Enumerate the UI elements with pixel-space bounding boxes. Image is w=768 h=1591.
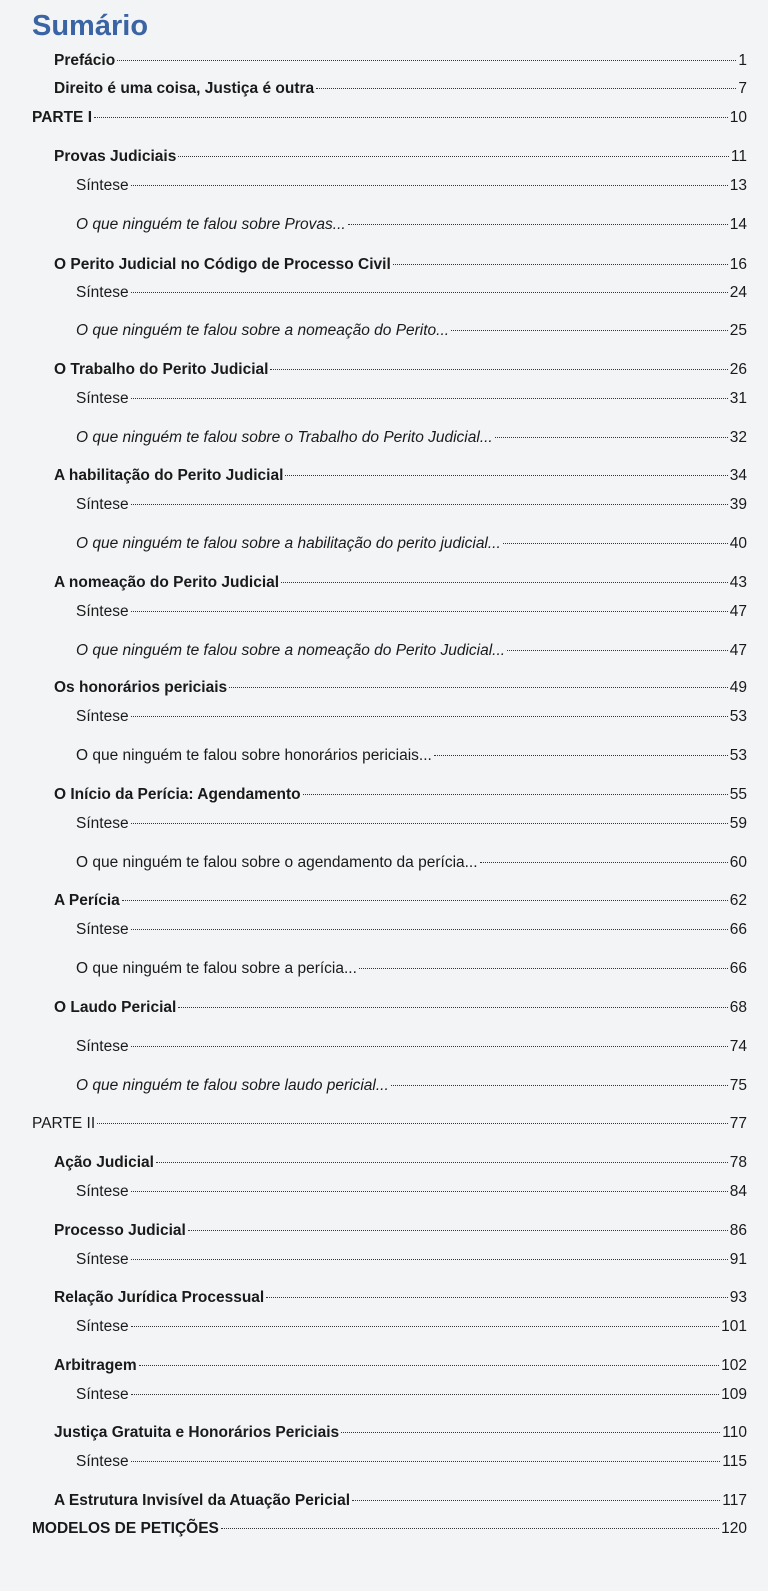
toc-entry[interactable] [54,1490,747,1512]
toc-entry-label: Provas Judiciais [54,148,177,165]
toc-entry[interactable] [76,706,747,728]
dot-leader [131,1259,728,1260]
toc-entry-page-number: 1 [738,52,747,69]
toc-entry-page-number: 120 [721,1520,747,1537]
toc-entry[interactable] [54,254,747,276]
dot-leader [131,1394,720,1395]
toc-entry-label: Relação Jurídica Processual [54,1289,265,1306]
toc-entry[interactable] [54,1422,747,1444]
toc-entry-label: O Perito Judicial no Código de Processo Civil [54,256,391,273]
dot-leader [131,292,728,293]
toc-entry-page-number: 40 [729,535,747,552]
dot-leader [229,687,728,688]
toc-entry-label: O que ninguém te falou sobre laudo pericial... [76,1077,389,1094]
toc-entry[interactable] [76,919,747,941]
toc-entry-label: O que ninguém te falou sobre Provas... [76,216,346,233]
toc-entry[interactable] [54,1287,747,1309]
dot-leader [131,398,728,399]
dot-leader [178,156,729,157]
toc-entry[interactable] [76,175,747,197]
toc-entry[interactable] [76,494,747,516]
toc-entry-page-number: 74 [729,1038,747,1055]
dot-leader [281,582,728,583]
toc-entry-label: Síntese [76,496,129,513]
dot-leader [131,929,728,930]
toc-entry[interactable] [54,890,747,912]
toc-entry-label: Arbitragem [54,1357,137,1374]
toc-entry-page-number: 47 [729,603,747,620]
toc-entry-label: Os honorários periciais [54,679,228,696]
dot-leader [480,862,728,863]
toc-entry-label: O que ninguém te falou sobre a habilitação do perito judicial... [76,535,501,552]
toc-entry-page-number: 53 [729,747,747,764]
toc-entry-page-number: 66 [729,960,747,977]
dot-leader [391,1085,728,1086]
toc-entry-page-number: 53 [729,708,747,725]
dot-leader [156,1162,728,1163]
toc-entry-label: Síntese [76,921,129,938]
toc-entry[interactable] [76,1316,747,1338]
toc-entry-label: Prefácio [54,52,116,69]
toc-entry-page-number: 24 [729,284,747,301]
dot-leader [117,60,736,61]
dot-leader [221,1528,719,1529]
toc-entry[interactable] [32,1518,747,1540]
toc-entry[interactable] [76,533,747,555]
toc-entry-page-number: 32 [729,429,747,446]
toc-entry[interactable] [54,146,747,168]
toc-entry[interactable] [76,813,747,835]
dot-leader [122,900,728,901]
dot-leader [341,1432,720,1433]
toc-entry[interactable] [76,388,747,410]
toc-entry-label: Justiça Gratuita e Honorários Periciais [54,1424,340,1441]
toc-entry-page-number: 55 [729,786,747,803]
toc-entry-page-number: 16 [729,256,747,273]
dot-leader [503,543,728,544]
toc-entry-label: O Laudo Pericial [54,999,177,1016]
dot-leader [507,650,728,651]
toc-entry-label: Síntese [76,815,129,832]
dot-leader [434,755,728,756]
toc-entry[interactable] [76,601,747,623]
toc-entry-page-number: 43 [729,574,747,591]
toc-entry-label: O Início da Perícia: Agendamento [54,786,301,803]
toc-entry-label: Síntese [76,1251,129,1268]
toc-entry-label: PARTE I [32,109,92,126]
dot-leader [495,437,728,438]
toc-entry-page-number: 14 [729,216,747,233]
toc-entry-label: O Trabalho do Perito Judicial [54,361,269,378]
toc-entry-label: PARTE II [32,1115,96,1132]
dot-leader [131,1191,728,1192]
toc-entry-page-number: 77 [729,1115,747,1132]
toc-entry-label: Síntese [76,1453,129,1470]
dot-leader [131,1461,721,1462]
toc-entry-label: A Perícia [54,892,120,909]
toc-entry[interactable] [54,572,747,594]
toc-entry-page-number: 49 [729,679,747,696]
dot-leader [285,475,727,476]
toc-entry-label: Síntese [76,177,129,194]
toc-entry-page-number: 101 [721,1318,747,1335]
toc-entry-page-number: 34 [729,467,747,484]
dot-leader [131,611,728,612]
toc-entry[interactable] [76,1075,747,1097]
dot-leader [131,504,728,505]
toc-entry-label: Processo Judicial [54,1222,186,1239]
toc-entry-label: Direito é uma coisa, Justiça é outra [54,80,315,97]
toc-entry[interactable] [76,1384,747,1406]
toc-entry-label: Síntese [76,708,129,725]
dot-leader [131,1046,728,1047]
toc-entry[interactable] [76,1451,747,1473]
toc-entry-label: Síntese [76,1386,129,1403]
toc-entry-page-number: 84 [729,1183,747,1200]
toc-entry[interactable] [76,214,747,236]
toc-entry[interactable] [32,1113,747,1135]
dot-leader [139,1365,719,1366]
toc-entry[interactable] [54,784,747,806]
dot-leader [97,1123,728,1124]
toc-entry-label: O que ninguém te falou sobre a perícia... [76,960,357,977]
toc-entry-label: A nomeação do Perito Judicial [54,574,280,591]
toc-entry[interactable] [54,78,747,100]
dot-leader [348,224,728,225]
toc-entry-page-number: 7 [738,80,747,97]
toc-entry-page-number: 109 [721,1386,747,1403]
dot-leader [270,369,727,370]
toc-entry-page-number: 60 [729,854,747,871]
toc-entry-label: Síntese [76,390,129,407]
toc-entry-label: O que ninguém te falou sobre a nomeação do Perito... [76,322,450,339]
toc-entry-label: MODELOS DE PETIÇÕES [32,1520,219,1537]
toc-entry[interactable] [32,107,747,129]
toc-entry-page-number: 31 [729,390,747,407]
toc-entry-page-number: 26 [729,361,747,378]
toc-entry-page-number: 62 [729,892,747,909]
toc-entry-page-number: 78 [729,1154,747,1171]
toc-entry-label: O que ninguém te falou sobre a nomeação do Perito Judicial... [76,642,506,659]
toc-entry-label: Síntese [76,284,129,301]
toc-entry-page-number: 11 [730,148,747,165]
toc-entry-page-number: 66 [729,921,747,938]
dot-leader [316,88,736,89]
toc-entry[interactable] [54,1220,747,1242]
toc-entry-label: Síntese [76,603,129,620]
dot-leader [266,1297,728,1298]
toc-entry-page-number: 25 [729,322,747,339]
toc-entry[interactable] [76,745,747,767]
dot-leader [94,117,728,118]
toc-entry[interactable] [76,1036,747,1058]
toc-entry[interactable] [76,958,747,980]
toc-entry-page-number: 117 [722,1492,747,1509]
toc-entry[interactable] [54,677,747,699]
dot-leader [131,185,728,186]
toc-entry[interactable] [54,359,747,381]
dot-leader [451,330,728,331]
toc-entry[interactable] [76,320,747,342]
toc-entry[interactable] [76,1249,747,1271]
toc-entry[interactable] [76,282,747,304]
toc-entry[interactable] [54,50,747,72]
toc-entry-label: Ação Judicial [54,1154,154,1171]
dot-leader [359,968,728,969]
toc-entry-page-number: 47 [729,642,747,659]
toc-entry-page-number: 59 [729,815,747,832]
toc-entry-label: O que ninguém te falou sobre o agendamento da perícia... [76,854,478,871]
toc-entry-page-number: 86 [729,1222,747,1239]
toc-entry-page-number: 91 [729,1251,747,1268]
toc-entry[interactable] [54,465,747,487]
toc-entry[interactable] [76,427,747,449]
toc-entry[interactable] [76,1181,747,1203]
toc-entry-page-number: 110 [722,1424,747,1441]
dot-leader [178,1007,727,1008]
toc-entry-label: O que ninguém te falou sobre o Trabalho do Perito Judicial... [76,429,493,446]
dot-leader [303,794,728,795]
dot-leader [393,264,728,265]
toc-entry[interactable] [54,997,747,1019]
toc-entry[interactable] [54,1152,747,1174]
toc-entry-label: A habilitação do Perito Judicial [54,467,284,484]
toc-entry[interactable] [76,640,747,662]
toc-entry-page-number: 75 [729,1077,747,1094]
dot-leader [131,716,728,717]
toc-entry-label: O que ninguém te falou sobre honorários periciais... [76,747,432,764]
page-title: Sumário [32,10,149,42]
toc-entry-page-number: 93 [729,1289,747,1306]
toc-entry-label: A Estrutura Invisível da Atuação Pericial [54,1492,351,1509]
toc-entry[interactable] [54,1355,747,1377]
toc-entry-page-number: 102 [721,1357,747,1374]
dot-leader [188,1230,728,1231]
toc-entry-page-number: 39 [729,496,747,513]
toc-entry-page-number: 115 [722,1453,747,1470]
toc-entry-page-number: 13 [729,177,747,194]
toc-entry-label: Síntese [76,1183,129,1200]
dot-leader [352,1500,720,1501]
dot-leader [131,1326,720,1327]
toc-entry-label: Síntese [76,1318,129,1335]
toc-entry-page-number: 10 [729,109,747,126]
toc-entry[interactable] [76,852,747,874]
dot-leader [131,823,728,824]
toc-entry-page-number: 68 [729,999,747,1016]
toc-entry-label: Síntese [76,1038,129,1055]
